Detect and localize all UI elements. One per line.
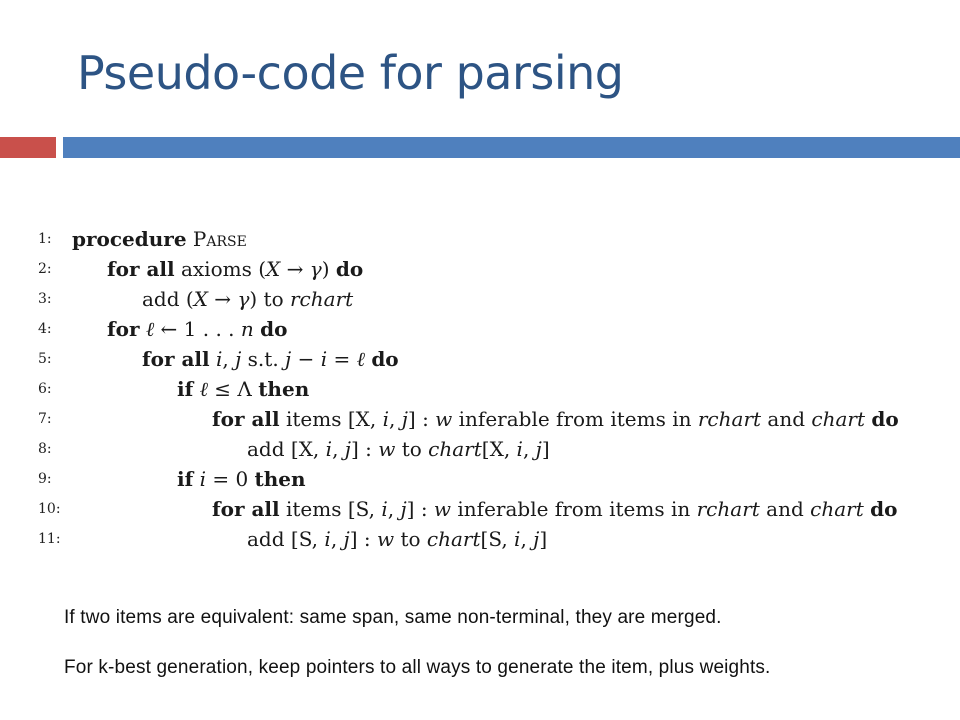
line-number: 10: — [38, 501, 61, 517]
pseudo-code-line — [38, 254, 918, 284]
pseudo-code-line — [38, 524, 918, 554]
line-code: for all items [S, i, j] : w inferable from items in rchart and chart do — [212, 497, 898, 521]
pseudo-code-line — [38, 314, 918, 344]
line-number: 5: — [38, 351, 52, 367]
line-number: 11: — [38, 531, 61, 547]
pseudo-code-line — [38, 224, 918, 254]
pseudo-code-line — [38, 344, 918, 374]
line-code: if ℓ ≤ Λ then — [177, 377, 310, 401]
line-code: add (X → γ) to rchart — [142, 287, 354, 311]
pseudo-code-line — [38, 284, 918, 314]
line-number: 6: — [38, 381, 52, 397]
slide-title: Pseudo-code for parsing — [77, 46, 624, 100]
line-number: 1: — [38, 231, 52, 247]
line-code: for all i, j s.t. j − i = ℓ do — [142, 347, 399, 371]
pseudo-code-line — [38, 434, 918, 464]
line-number: 9: — [38, 471, 52, 487]
line-code: add [X, i, j] : w to chart[X, i, j] — [247, 437, 550, 461]
title-accent-bar-blue — [63, 137, 960, 158]
line-code: add [S, i, j] : w to chart[S, i, j] — [247, 527, 548, 551]
note-k-best: For k-best generation, keep pointers to all ways to generate the item, plus weights. — [64, 657, 771, 678]
line-number: 7: — [38, 411, 52, 427]
notes — [64, 605, 954, 681]
line-number: 3: — [38, 291, 52, 307]
pseudo-code-line — [38, 494, 918, 524]
line-number: 4: — [38, 321, 52, 337]
pseudo-code-block — [38, 224, 918, 554]
note-equivalent-items: If two items are equivalent: same span, same non-terminal, they are merged. — [64, 607, 722, 628]
line-code: for ℓ ← 1 . . . n do — [107, 317, 288, 341]
line-code: if i = 0 then — [177, 467, 306, 491]
line-code: procedure Parse — [72, 227, 247, 251]
line-code: for all items [X, i, j] : w inferable from items in rchart and chart do — [212, 407, 899, 431]
pseudo-code-line — [38, 374, 918, 404]
pseudo-code-line — [38, 464, 918, 494]
line-number: 2: — [38, 261, 52, 277]
line-number: 8: — [38, 441, 52, 457]
title-accent-bar-red — [0, 137, 56, 158]
pseudo-code-line — [38, 404, 918, 434]
line-code: for all axioms (X → γ) do — [107, 257, 364, 281]
